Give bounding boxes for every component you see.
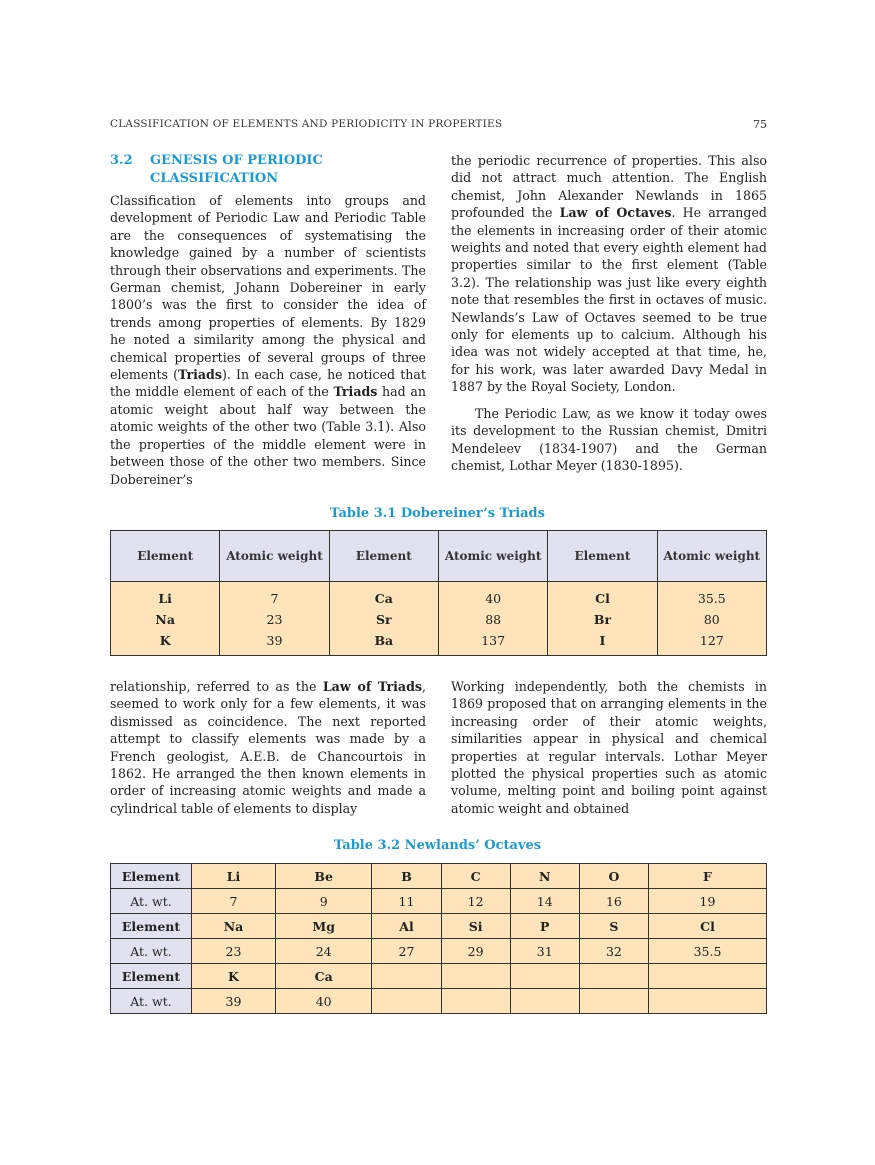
page-number: 75 xyxy=(753,118,767,131)
table-cell: 24 xyxy=(275,939,371,964)
table-cell: 7 xyxy=(220,582,329,610)
text-run: Classification of elements into groups and development of Periodic Law and Periodic Table are the consequences of systematising the knowledge gained by a number of scientists through their observations and experiments. The German chemist, Johann Dobereiner in early 1800’s was the first to consider the idea of trends among properties of elements. By 1829 he noted a similarity among the physical and chemical properties of several groups of three elements ( xyxy=(110,193,426,383)
table-cell: I xyxy=(548,630,657,656)
row-label: Element xyxy=(111,864,192,889)
text-run: ). In each case, he noticed that the middle element of each of the xyxy=(110,367,426,400)
table-cell: 12 xyxy=(441,889,510,914)
column-header: Element xyxy=(548,531,657,582)
table-cell: 127 xyxy=(657,630,766,656)
row-label: At. wt. xyxy=(111,889,192,914)
table-cell: 35.5 xyxy=(657,582,766,610)
table-cell: 40 xyxy=(275,989,371,1014)
section-number: 3.2 xyxy=(110,153,133,168)
term-law-of-octaves: Law of Octaves xyxy=(559,205,672,221)
table-cell: Si xyxy=(441,914,510,939)
table-cell: 11 xyxy=(372,889,441,914)
table-cell: Br xyxy=(548,609,657,630)
table-cell: 88 xyxy=(438,609,547,630)
column-header: Element xyxy=(329,531,438,582)
table-cell xyxy=(579,989,648,1014)
table-cell: 31 xyxy=(510,939,579,964)
column-header: Atomic weight xyxy=(438,531,547,582)
section-heading xyxy=(110,152,440,188)
row-label: Element xyxy=(111,964,192,989)
table-cell: Cl xyxy=(648,914,766,939)
table-3-1-caption: Table 3.1 Dobereiner’s Triads xyxy=(330,506,545,521)
table-cell: O xyxy=(579,864,648,889)
table-row xyxy=(111,889,767,914)
table-cell: Li xyxy=(192,864,276,889)
table-row xyxy=(111,964,767,989)
paragraph: The Periodic Law, as we know it today owes its development to the Russian chemist, Dmitri Mendeleev (1834-1907) and the German chemist, Lothar Meyer (1830-1895). xyxy=(451,405,767,473)
table-row xyxy=(111,989,767,1014)
table-row xyxy=(111,864,767,889)
table-cell: Cl xyxy=(548,582,657,610)
table-cell: 16 xyxy=(579,889,648,914)
table-cell xyxy=(510,964,579,989)
table-cell: 40 xyxy=(438,582,547,610)
table-row xyxy=(111,939,767,964)
table-cell xyxy=(579,964,648,989)
table-cell: Na xyxy=(192,914,276,939)
table-cell: Ca xyxy=(329,582,438,610)
table-cell: 39 xyxy=(192,989,276,1014)
table-cell: 29 xyxy=(441,939,510,964)
table-cell xyxy=(648,989,766,1014)
paragraph: Working independently, both the chemists in 1869 proposed that on arranging elements in the increasing order of their atomic weights, similarities appear in physical and chemical properties at regular intervals. Lothar Meyer plotted the physical properties such as atomic volume, melting point and boiling point against atomic weight and obtained xyxy=(451,679,767,816)
table-cell: K xyxy=(111,630,220,656)
running-header: CLASSIFICATION OF ELEMENTS AND PERIODICITY IN PROPERTIES xyxy=(110,118,503,130)
table-cell: P xyxy=(510,914,579,939)
paragraph xyxy=(110,678,426,817)
table-cell: Na xyxy=(111,609,220,630)
paragraph xyxy=(110,192,426,488)
section-title-line1: GENESIS OF PERIODIC xyxy=(150,153,323,168)
table-cell: Be xyxy=(275,864,371,889)
table-header-row xyxy=(111,531,767,582)
paragraph xyxy=(451,152,767,396)
text-run: , seemed to work only for a few elements, it was dismissed as coincidence. The next reported attempt to classify elements was made by a French geologist, A.E.B. de Chancourtois in 1862. He arranged the then known elements in order of increasing atomic weights and made a cylindrical table of elements to display xyxy=(110,679,427,816)
table-row xyxy=(111,630,767,656)
table-row xyxy=(111,914,767,939)
table-cell xyxy=(441,964,510,989)
table-cell: S xyxy=(579,914,648,939)
table-cell: 19 xyxy=(648,889,766,914)
table-newlands-octaves xyxy=(110,863,767,1014)
table-cell xyxy=(372,964,441,989)
text-run: . He arranged the elements in increasing order of their atomic weights and noted that every eighth element had properties similar to the first element (Table 3.2). The relationship was just like every eighth note that resembles the first in octaves of music. Newlands’s Law of Octaves seemed to be true only for elements up to calcium. Although his idea was not widely accepted at that time, he, for his work, was later awarded Davy Medal in 1887 by the Royal Society, London. xyxy=(451,205,767,395)
column-header: Element xyxy=(111,531,220,582)
table-cell: K xyxy=(192,964,276,989)
row-label: At. wt. xyxy=(111,989,192,1014)
table-cell: Ca xyxy=(275,964,371,989)
term-triads: Triads xyxy=(333,384,378,400)
text-run: had an atomic weight about half way between the atomic weights of the other two (Table 3.1). Also the properties of the middle element were in between those of the other two members. Since Dobereiner’s xyxy=(110,384,426,487)
table-cell xyxy=(648,964,766,989)
table-cell xyxy=(510,989,579,1014)
row-label: At. wt. xyxy=(111,939,192,964)
table-cell: 32 xyxy=(579,939,648,964)
table-cell: Mg xyxy=(275,914,371,939)
row-label: Element xyxy=(111,914,192,939)
term-triads: Triads xyxy=(178,367,222,383)
term-law-of-triads: Law of Triads xyxy=(322,679,422,694)
table-cell: 23 xyxy=(220,609,329,630)
column-header: Atomic weight xyxy=(220,531,329,582)
table-cell: 39 xyxy=(220,630,329,656)
column-header: Atomic weight xyxy=(657,531,766,582)
table-cell: Li xyxy=(111,582,220,610)
text-run: the periodic recurrence of properties. This also did not attract much attention. The English chemist, John Alexander Newlands in 1865 profounded the xyxy=(451,153,767,221)
text-run: relationship, referred to as the xyxy=(110,679,323,694)
right-column-top xyxy=(451,152,767,474)
table-cell: 80 xyxy=(657,609,766,630)
table-cell: 27 xyxy=(372,939,441,964)
right-column-bottom xyxy=(451,678,767,817)
table-cell: 137 xyxy=(438,630,547,656)
table-row xyxy=(111,582,767,610)
table-cell: F xyxy=(648,864,766,889)
table-cell: Al xyxy=(372,914,441,939)
table-cell: Ba xyxy=(329,630,438,656)
table-cell: 35.5 xyxy=(648,939,766,964)
table-cell: B xyxy=(372,864,441,889)
table-cell: Sr xyxy=(329,609,438,630)
table-row xyxy=(111,609,767,630)
table-cell: C xyxy=(441,864,510,889)
table-cell: 23 xyxy=(192,939,276,964)
table-dobereiners-triads xyxy=(110,530,767,656)
table-cell: 7 xyxy=(192,889,276,914)
left-column-bottom xyxy=(110,678,426,817)
table-cell: 14 xyxy=(510,889,579,914)
table-cell xyxy=(441,989,510,1014)
table-cell: 9 xyxy=(275,889,371,914)
section-title-line2: CLASSIFICATION xyxy=(150,171,279,186)
table-cell xyxy=(372,989,441,1014)
table-cell: N xyxy=(510,864,579,889)
left-column-top xyxy=(110,192,426,488)
table-3-2-caption: Table 3.2 Newlands’ Octaves xyxy=(333,838,542,853)
